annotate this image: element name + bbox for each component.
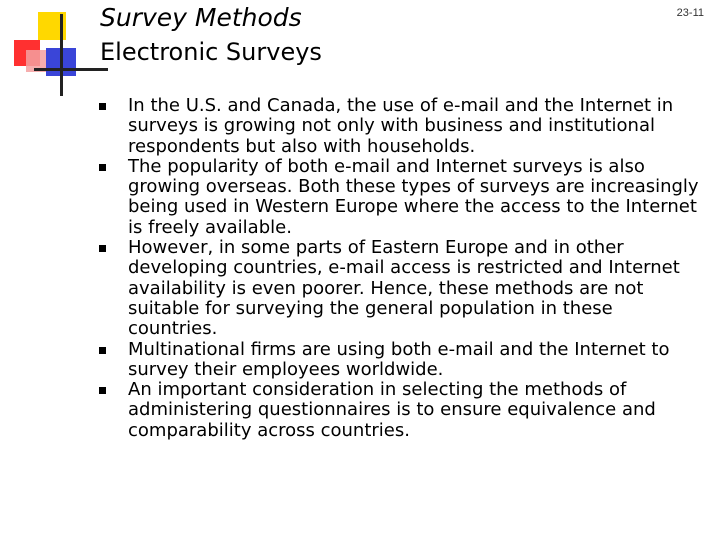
bullet-item	[96, 340, 706, 381]
bullet-item	[96, 380, 706, 441]
bullet-text: An important consideration in selecting the methods of administering questionnaires is to ensure equivalence and comparability across countries.	[128, 379, 656, 441]
slide-subtitle: Electronic Surveys	[100, 38, 322, 66]
decorative-logo	[0, 0, 110, 100]
bullet-square-icon	[99, 164, 106, 171]
bullet-text: However, in some parts of Eastern Europe and in other developing countries, e-mail access is restricted and Internet availability is even poorer. Hence, these methods are not suitable for surveying the general population in these countries.	[128, 237, 680, 340]
bullet-square-icon	[99, 245, 106, 252]
bullet-text: In the U.S. and Canada, the use of e-mail and the Internet in surveys is growing not only with business and institutional respondents but also with households.	[128, 95, 674, 157]
bullet-list	[96, 96, 706, 441]
bullet-square-icon	[99, 347, 106, 354]
logo-horizontal-line	[34, 68, 108, 71]
bullet-square-icon	[99, 387, 106, 394]
bullet-item	[96, 238, 706, 339]
logo-vertical-line	[60, 14, 63, 96]
page-number: 23-11	[676, 7, 704, 19]
bullet-square-icon	[99, 103, 106, 110]
bullet-text: Multinational firms are using both e-mail and the Internet to survey their employees worldwide.	[128, 338, 670, 380]
bullet-text: The popularity of both e-mail and Internet surveys is also growing overseas. Both these types of surveys are increasingly being used in Western Europe where the access to the Internet is freely available.	[128, 155, 699, 238]
slide-title: Survey Methods	[100, 3, 302, 32]
bullet-item	[96, 96, 706, 157]
bullet-item	[96, 157, 706, 238]
